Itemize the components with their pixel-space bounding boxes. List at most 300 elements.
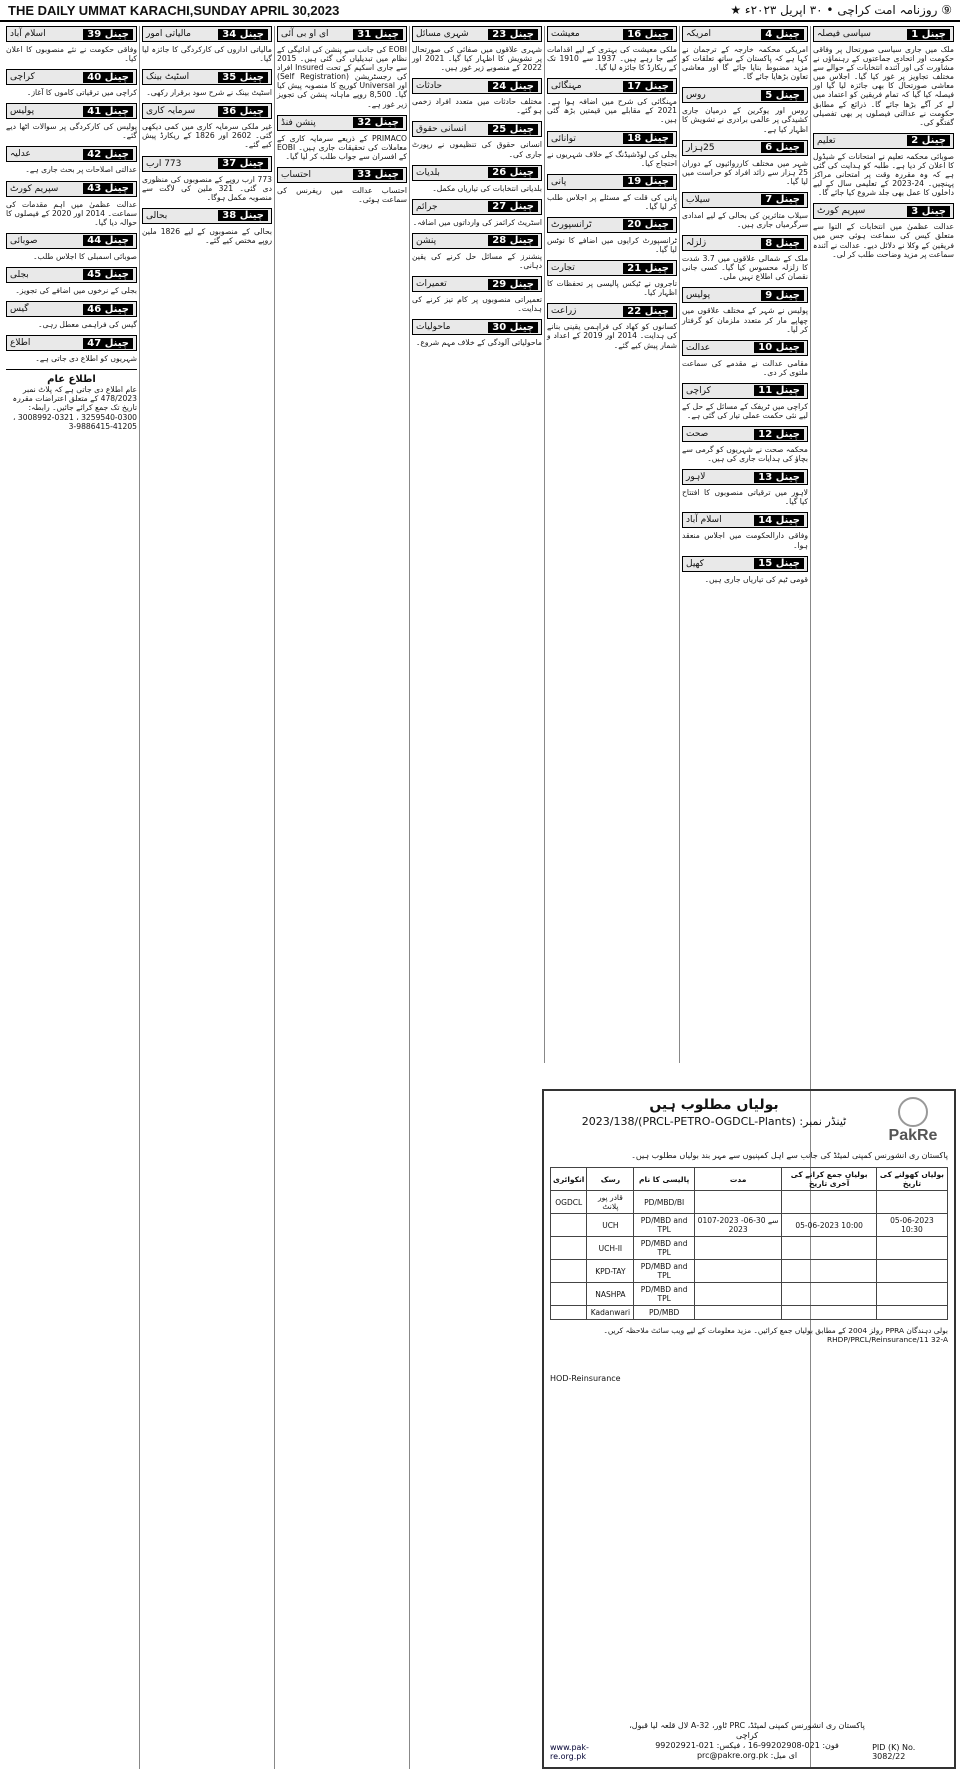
news-item-header: [682, 383, 808, 399]
news-item-number: چینل 32: [353, 117, 403, 128]
table-cell: [551, 1283, 587, 1306]
news-item-header: [6, 267, 137, 283]
news-item-number: چینل 2: [907, 135, 950, 146]
table-cell: Kadanwari: [587, 1306, 634, 1320]
news-item-body: وفاقی دارالحکومت میں اجلاس منعقد ہوا۔: [682, 531, 808, 550]
news-item-title: تجارت: [551, 263, 575, 274]
news-item-number: چینل 26: [488, 167, 538, 178]
table-row: [551, 1306, 948, 1320]
table-row: [551, 1191, 948, 1214]
news-item-number: چینل 13: [754, 472, 804, 483]
news-item: [813, 133, 954, 197]
table-cell: [694, 1191, 781, 1214]
news-item-number: چینل 41: [83, 106, 133, 117]
news-item-number: چینل 35: [218, 72, 268, 83]
table-cell: PD/MBD/BI: [634, 1191, 694, 1214]
news-item-number: چینل 21: [623, 263, 673, 274]
news-item-body: لاہور میں ترقیاتی منصوبوں کا افتتاح کیا گیا۔: [682, 488, 808, 507]
news-item-header: [682, 340, 808, 356]
news-item-header: [6, 103, 137, 119]
news-item-title: احتساب: [281, 169, 312, 180]
news-item-body: کراچی میں ترقیاتی کاموں کا آغاز۔: [26, 88, 137, 98]
news-item-header: [547, 174, 677, 190]
table-cell: PD/MBD and TPL: [634, 1283, 694, 1306]
masthead-english: THE DAILY UMMAT KARACHI,SUNDAY APRIL 30,2023: [8, 2, 340, 18]
table-cell: [876, 1260, 947, 1283]
table-row: [551, 1214, 948, 1237]
news-item-body: پانی کی قلت کے مسئلے پر اجلاس طلب کر لیا گیا۔: [547, 192, 677, 211]
news-item-header: [547, 131, 677, 147]
news-item-body: EOBI کی جانب سے پنشن کی ادائیگی کے نظام میں تبدیلیاں کی گئی ہیں۔ 2015 سے جاری اسکیم کے تحت Insured افراد کی رجسٹریشن (Self Registration) اور Universal کوریج کا منصوبہ پیش کیا گیا۔ 8,500 روپے ماہانہ پنشن کی تجویز زیر غور ہے۔: [277, 45, 407, 109]
news-item-title: امریکہ: [686, 29, 712, 39]
news-item: [277, 26, 407, 109]
news-item: [813, 203, 954, 258]
news-item-header: [412, 165, 542, 181]
news-item-header: [6, 146, 137, 162]
ad-website[interactable]: www.pak-re.org.pk: [550, 1743, 589, 1761]
news-item-body: امریکی محکمہ خارجہ کے ترجمان نے کہا ہے کہ پاکستان کے ساتھ تعلقات کو مزید مضبوط بنایا جائے گا اور معاشی تعاون بڑھایا جائے گا۔: [682, 45, 808, 82]
news-item-header: [412, 233, 542, 249]
ad-notes: بولی دہندگان PPRA رولز 2004 کے مطابق بولیاں جمع کرائیں۔ مزید معلومات کے لیے ویب سائٹ ملاحظہ کریں۔ RHDP/PRCL/Reinsurance/11 32-A: [603, 1326, 948, 1344]
news-item-title: اسٹیٹ بینک: [146, 72, 190, 83]
news-item: [412, 26, 542, 72]
news-item-title: معیشت: [551, 29, 580, 39]
news-item: [6, 103, 137, 140]
news-item: [6, 26, 137, 63]
table-cell: NASHPA: [587, 1283, 634, 1306]
news-item-header: [682, 26, 808, 42]
news-item: [6, 335, 137, 363]
news-column: [139, 26, 274, 1769]
news-item-header: [277, 26, 407, 42]
news-item-title: پولیس: [686, 290, 711, 301]
news-item-number: چینل 23: [488, 29, 538, 40]
tender-table: [550, 1167, 948, 1320]
table-cell: UCH: [587, 1214, 634, 1237]
table-cell: 0107-2023 سے 30-06-2023: [694, 1214, 781, 1237]
news-item: [682, 287, 808, 333]
news-item-title: سپریم کورٹ: [817, 206, 866, 217]
news-item-body: شہریوں کو اطلاع دی جاتی ہے۔: [35, 354, 137, 364]
ad-address: پاکستان ری انشورنس کمپنی لمیٹڈ، PRC ٹاور، 32-A لال قلعہ لیا قبول، کراچی فون: 021-99202908-16 ، فیکس: 021-99202921 ای میل: prc@pakre.org.pk: [629, 1721, 865, 1760]
news-item-header: [682, 287, 808, 303]
news-item: [277, 167, 407, 204]
news-item-body: عدالت عظمیٰ میں اہم مقدمات کی سماعت۔ 2014 اور 2020 کے فیصلوں کا حوالہ دیا گیا۔: [6, 199, 137, 227]
table-cell: PD/MBD and TPL: [634, 1214, 694, 1237]
news-item-title: پنشن فنڈ: [281, 117, 316, 128]
news-item-title: اسلام آباد: [10, 29, 46, 39]
news-item-number: چینل 8: [761, 238, 804, 249]
news-item-title: لاہور: [686, 472, 706, 483]
news-item-header: [142, 208, 272, 224]
news-item-number: چینل 12: [754, 429, 804, 440]
news-item-header: [277, 115, 407, 131]
masthead: [0, 0, 960, 22]
newspaper-page: [4, 26, 956, 1769]
news-item-number: چینل 20: [623, 219, 673, 230]
news-item: [682, 140, 808, 186]
news-item-number: چینل 30: [488, 322, 538, 333]
news-item-number: چینل 10: [754, 342, 804, 353]
table-cell: PD/MBD: [634, 1306, 694, 1320]
news-item-header: [682, 140, 808, 156]
table-cell: [876, 1191, 947, 1214]
table-row: [551, 1260, 948, 1283]
news-column: [409, 26, 544, 1769]
notice-title: اطلاع عام: [47, 374, 96, 386]
news-item-title: بجلی: [10, 269, 29, 280]
news-item: [547, 303, 677, 349]
news-item-body: عدالتی اصلاحات پر بحث جاری ہے۔: [25, 165, 137, 175]
table-cell: [694, 1283, 781, 1306]
table-cell: 05-06-2023 10:30: [876, 1214, 947, 1237]
news-item: [412, 78, 542, 115]
table-cell: [551, 1237, 587, 1260]
news-item: [682, 469, 808, 506]
news-item: [6, 267, 137, 295]
news-item-body: گیس کی فراہمی معطل رہی۔: [38, 320, 137, 330]
news-item-body: کراچی میں ٹریفک کے مسائل کے حل کے لیے نئی حکمت عملی تیار کی گئی ہے۔: [682, 401, 808, 420]
news-item-title: ماحولیات: [416, 322, 451, 333]
news-item-title: 773 ارب: [146, 158, 182, 169]
news-item-number: چینل 38: [218, 210, 268, 221]
news-item-body: روس اور یوکرین کے درمیان جاری کشیدگی پر عالمی برادری نے تشویش کا اظہار کیا ہے۔: [682, 106, 808, 134]
news-item-header: [682, 235, 808, 251]
news-item-number: چینل 15: [754, 558, 804, 569]
table-cell: قادر پور پلانٹ: [587, 1191, 634, 1214]
news-item-title: سیاسی فیصلہ: [817, 29, 871, 39]
news-item-title: اسلام آباد: [686, 515, 722, 526]
news-item: [412, 165, 542, 193]
news-item-header: [813, 26, 954, 42]
news-item-header: [142, 156, 272, 172]
news-item-title: عدالت: [686, 342, 711, 353]
table-cell: [694, 1237, 781, 1260]
news-item-header: [142, 103, 272, 119]
news-item-body: محکمہ صحت نے شہریوں کو گرمی سے بچاؤ کی ہدایات جاری کی ہیں۔: [682, 445, 808, 464]
table-cell: [782, 1306, 877, 1320]
news-item-title: پنشن: [416, 235, 437, 246]
news-item-title: ای او بی آئی: [281, 29, 329, 39]
news-item-number: چینل 14: [754, 515, 804, 526]
news-item-header: [682, 469, 808, 485]
news-item-number: چینل 36: [218, 106, 268, 117]
table-cell: [694, 1306, 781, 1320]
news-column: [274, 26, 409, 1769]
table-cell: [782, 1191, 877, 1214]
news-item-header: [412, 199, 542, 215]
news-item: [547, 217, 677, 254]
tender-advertisement: [542, 1089, 956, 1769]
news-item: [142, 69, 272, 97]
news-item-title: حادثات: [416, 81, 443, 92]
news-item-title: پولیس: [10, 106, 35, 117]
table-cell: [782, 1237, 877, 1260]
news-item-body: پولیس کی کارکردگی پر سوالات اٹھا دیے گئے۔: [6, 122, 137, 141]
news-item: [412, 199, 542, 227]
news-item-body: مقامی عدالت نے مقدمے کی سماعت ملتوی کر دی۔: [682, 358, 808, 377]
news-item-number: چینل 33: [353, 169, 403, 180]
news-item: [412, 276, 542, 313]
news-item: [277, 115, 407, 161]
news-item-header: [412, 276, 542, 292]
news-item-header: [142, 69, 272, 85]
news-item-title: سپریم کورٹ: [10, 183, 59, 194]
news-item-header: [682, 87, 808, 103]
news-item: [547, 26, 677, 72]
news-item: [682, 556, 808, 584]
news-item: [547, 260, 677, 297]
news-item: [412, 121, 542, 158]
news-item-header: [412, 121, 542, 137]
news-item-title: ٹرانسپورٹ: [551, 219, 592, 230]
news-item-body: ملک میں جاری سیاسی صورتحال پر وفاقی حکومت اور اتحادی جماعتوں کے رہنماؤں نے مشاورت کی اور آئندہ انتخابات کے حوالے سے مختلف تجاویز پر غور کیا گیا۔ اجلاس میں معاشی صورتحال کا بھی جائزہ لیا گیا اور فیصلہ کیا گیا کہ تمام فریقین کو اعتماد میں لے کر آگے بڑھا جائے گا۔ ذرائع کے مطابق حکومت نے عدالتی فیصلوں پر بھی تفصیلی گفتگو کی۔: [813, 45, 954, 127]
news-item-number: چینل 31: [353, 29, 403, 40]
masthead-urdu: ⑨ روزنامہ امت کراچی • ۳۰ اپریل ۲۰۲۳ء ★: [730, 3, 952, 17]
news-item-number: چینل 5: [761, 90, 804, 101]
news-item-title: بحالی: [146, 210, 168, 221]
news-item-body: پولیس نے شہر کے مختلف علاقوں میں چھاپے مار کر متعدد ملزمان کو گرفتار کر لیا۔: [682, 306, 808, 334]
news-item-number: چینل 11: [754, 385, 804, 396]
ad-pid: PID (K) No. 3082/22: [872, 1743, 916, 1761]
news-item: [813, 26, 954, 127]
news-item-title: مہنگائی: [551, 81, 582, 92]
news-item-body: ملک کے شمالی علاقوں میں 3.7 شدت کا زلزلہ محسوس کیا گیا۔ کسی جانی نقصان کی اطلاع نہیں ملی۔: [682, 254, 808, 282]
news-item-number: چینل 45: [83, 269, 133, 280]
news-item-number: چینل 27: [488, 201, 538, 212]
news-column: [544, 26, 679, 1063]
news-item-title: زلزلہ: [686, 238, 707, 249]
table-cell: [782, 1283, 877, 1306]
news-item-number: چینل 40: [83, 72, 133, 83]
table-row: [551, 1237, 948, 1260]
news-item: [547, 78, 677, 124]
news-item-header: [682, 512, 808, 528]
notice-body: عام اطلاع دی جاتی ہے کہ پلاٹ نمبر 478/2023 کے متعلق اعتراضات مقررہ تاریخ تک جمع کرائے جائیں۔ رابطہ: 0300-3259540 ، 0321-3008992 ، 41205-9886415-3: [12, 385, 137, 431]
news-item-body: اسٹریٹ کرائمز کی وارداتوں میں اضافہ۔: [412, 217, 542, 227]
news-item-title: صحت: [686, 429, 709, 440]
news-item-body: شہری علاقوں میں صفائی کی صورتحال پر تشویش کا اظہار کیا گیا۔ 2021 اور 2022 کے منصوبے زیر غور ہیں۔: [412, 45, 543, 73]
news-item-header: [547, 26, 677, 42]
table-header-cell: بولیاں کھولنے کی تاریخ: [876, 1168, 947, 1191]
news-item: [142, 103, 272, 149]
table-header-cell: انکوائری: [551, 1168, 587, 1191]
news-item-header: [6, 181, 137, 197]
news-item-header: [547, 217, 677, 233]
news-item-title: پانی: [551, 176, 567, 187]
logo-mark-icon: [898, 1097, 928, 1127]
table-header-cell: پالیسی کا نام: [634, 1168, 694, 1191]
news-item-title: انسانی حقوق: [416, 124, 467, 135]
news-item-body: 773 ارب روپے کے منصوبوں کی منظوری دی گئی۔ 321 ملین کی لاگت سے منصوبہ مکمل ہوگا۔: [142, 174, 272, 202]
news-item-header: [6, 335, 137, 351]
news-item-title: کراچی: [10, 72, 35, 83]
news-item-title: سیلاب: [686, 194, 711, 205]
public-notice: [6, 369, 137, 430]
table-row: [551, 1283, 948, 1306]
news-item-title: توانائی: [551, 133, 576, 144]
table-header-cell: رسک: [587, 1168, 634, 1191]
news-item-body: صوبائی اسمبلی کا اجلاس طلب۔: [33, 251, 137, 261]
news-item-title: مالیاتی امور: [146, 29, 191, 39]
news-item-title: تعمیرات: [416, 279, 447, 290]
news-item-body: ماحولیاتی آلودگی کے خلاف مہم شروع۔: [415, 338, 542, 348]
news-item-title: تعلیم: [817, 135, 836, 146]
news-item-title: بلدیات: [416, 167, 440, 178]
news-item-title: جرائم: [416, 201, 438, 212]
ad-intro: پاکستان ری انشورنس کمپنی لمیٹڈ کی جانب سے اہل کمپنیوں سے مہر بند بولیاں مطلوب ہیں۔: [631, 1151, 948, 1160]
news-item-body: ملکی معیشت کی بہتری کے لیے اقدامات کیے جا رہے ہیں۔ 1937 سے 1910 تک کے ریکارڈ کا جائزہ لیا گیا۔: [547, 45, 678, 73]
news-item-number: چینل 7: [761, 194, 804, 205]
news-item-title: کھیل: [686, 558, 704, 569]
news-item-number: چینل 34: [218, 29, 268, 40]
news-item-number: چینل 29: [488, 279, 538, 290]
news-item-body: تاجروں نے ٹیکس پالیسی پر تحفظات کا اظہار کیا۔: [547, 279, 677, 298]
news-item: [142, 26, 272, 63]
news-item-body: بجلی کی لوڈشیڈنگ کے خلاف شہریوں نے احتجاج کیا۔: [547, 149, 677, 168]
news-item: [682, 426, 808, 463]
news-item-header: [6, 26, 137, 42]
news-item-body: ٹرانسپورٹ کرایوں میں اضافے کا نوٹس لیا گیا۔: [547, 235, 677, 255]
news-item-header: [547, 303, 677, 319]
news-item-number: چینل 19: [623, 176, 673, 187]
news-item-header: [142, 26, 272, 42]
news-item-body: اسٹیٹ بینک نے شرح سود برقرار رکھی۔: [146, 88, 272, 98]
pakre-logo: [878, 1097, 948, 1145]
news-item-number: چینل 3: [907, 206, 950, 217]
news-item-title: کراچی: [686, 385, 711, 396]
news-item-header: [412, 319, 542, 335]
news-item-number: چینل 22: [623, 306, 673, 317]
table-header-cell: بولیاں جمع کرانے کی آخری تاریخ: [782, 1168, 877, 1191]
news-item-title: زراعت: [551, 306, 577, 317]
news-item-body: وفاقی حکومت نے نئے منصوبوں کا اعلان کیا۔: [6, 45, 137, 64]
table-cell: [551, 1306, 587, 1320]
news-item-title: 25ہزار: [686, 142, 715, 153]
news-item: [6, 146, 137, 174]
news-item-body: کسانوں کو کھاد کی فراہمی یقینی بنانے کی ہدایت۔ 2014 اور 2019 کے اعداد و شمار پیش کیے گئے۔: [547, 322, 677, 350]
news-item-number: چینل 37: [218, 158, 268, 169]
table-cell: PD/MBD and TPL: [634, 1237, 694, 1260]
news-item: [682, 512, 808, 549]
table-cell: [876, 1306, 947, 1320]
news-item-number: چینل 42: [83, 149, 133, 160]
news-item-number: چینل 17: [623, 81, 673, 92]
news-item-body: احتساب عدالت میں ریفرنس کی سماعت ہوئی۔: [277, 185, 407, 205]
table-cell: [782, 1260, 877, 1283]
news-item-body: شہر میں مختلف کارروائیوں کے دوران 25 ہزار سے زائد افراد کو حراست میں لیا گیا۔: [682, 158, 808, 186]
news-item: [6, 69, 137, 97]
ad-signature: HOD-Reinsurance: [550, 1374, 621, 1383]
news-item-number: چینل 46: [83, 304, 133, 315]
news-item-number: چینل 44: [83, 235, 133, 246]
ad-title: بولیاں مطلوب ہیں: [649, 1097, 779, 1113]
news-item-number: چینل 18: [623, 133, 673, 144]
table-cell: [694, 1260, 781, 1283]
news-item: [682, 26, 808, 81]
news-item-header: [813, 203, 954, 219]
news-item-number: چینل 47: [83, 338, 133, 349]
table-cell: 05-06-2023 10:00: [782, 1214, 877, 1237]
news-item-number: چینل 16: [623, 29, 673, 40]
news-item-header: [6, 301, 137, 317]
news-item-body: بحالی کے منصوبوں کے لیے 1826 ملین روپے مختص کیے گئے۔: [142, 226, 272, 245]
news-item: [6, 181, 137, 227]
news-item-number: چینل 24: [488, 81, 538, 92]
table-cell: [876, 1283, 947, 1306]
news-item-title: سرمایہ کاری: [146, 106, 196, 117]
news-item-title: گیس: [10, 304, 29, 315]
news-column: [679, 26, 810, 1063]
ad-tender-number: ٹینڈر نمبر: (PRCL-PETRO-OGDCL-Plants)/2023/138: [581, 1115, 847, 1128]
news-item-header: [682, 556, 808, 572]
news-column: [4, 26, 139, 1769]
news-item-title: صوبائی: [10, 235, 38, 246]
table-cell: OGDCL: [551, 1191, 587, 1214]
table-cell: PD/MBD and TPL: [634, 1260, 694, 1283]
news-item-body: قومی ٹیم کی تیاریاں جاری ہیں۔: [704, 574, 808, 584]
news-item-body: عدالت عظمیٰ میں انتخابات کے التوا سے متعلق کیس کی سماعت ہوئی جس میں فریقین کے وکلا نے دلائل دیے۔ عدالت نے آئندہ سماعت پر مزید وضاحت طلب کر لی۔: [813, 222, 954, 259]
news-item-title: روس: [686, 90, 706, 101]
news-item-number: چینل 25: [488, 124, 538, 135]
table-cell: [551, 1214, 587, 1237]
news-item-header: [547, 78, 677, 94]
news-item-header: [6, 69, 137, 85]
news-item-body: پنشنرز کے مسائل حل کرنے کی یقین دہانی۔: [412, 251, 542, 270]
news-item-body: بجلی کے نرخوں میں اضافے کی تجویز۔: [15, 285, 137, 295]
news-item-header: [813, 133, 954, 149]
table-cell: UCH-II: [587, 1237, 634, 1260]
news-item-header: [412, 78, 542, 94]
news-item-number: چینل 39: [83, 29, 133, 40]
table-header-cell: مدت: [694, 1168, 781, 1191]
news-item-body: مختلف حادثات میں متعدد افراد زخمی ہو گئے۔: [412, 97, 542, 116]
news-item-body: بلدیاتی انتخابات کی تیاریاں مکمل۔: [432, 183, 542, 193]
news-item-header: [682, 426, 808, 442]
news-item: [682, 340, 808, 377]
news-item: [412, 319, 542, 347]
news-item-body: تعمیراتی منصوبوں پر کام تیز کرنے کی ہدایت۔: [412, 295, 542, 314]
news-item-title: عدلیہ: [10, 149, 31, 160]
news-item-number: چینل 28: [488, 235, 538, 246]
news-item-body: سیلاب متاثرین کی بحالی کے لیے امدادی سرگرمیاں جاری ہیں۔: [682, 210, 808, 230]
news-item: [142, 208, 272, 245]
news-item: [6, 233, 137, 261]
news-item-body: مہنگائی کی شرح میں اضافہ ہوا ہے۔ 2021 کے مقابلے میں قیمتیں بڑھ گئی ہیں۔: [547, 97, 677, 125]
news-item: [6, 301, 137, 329]
table-cell: [876, 1237, 947, 1260]
news-item: [142, 156, 272, 202]
news-item-number: چینل 4: [761, 29, 804, 40]
news-item-number: چینل 6: [761, 142, 804, 153]
news-item-title: شہری مسائل: [416, 29, 469, 39]
logo-word: PakRe: [888, 1127, 938, 1144]
news-item-header: [682, 192, 808, 208]
news-item-body: PRIMACO کے ذریعے سرمایہ کاری کے معاملات کی تحقیقات جاری ہیں۔ EOBI کے افسران سے جواب طلب کر لیا گیا۔: [277, 133, 407, 161]
news-item: [682, 87, 808, 133]
news-item-header: [277, 167, 407, 183]
news-item-body: صوبائی محکمہ تعلیم نے امتحانات کے شیڈول کا اعلان کر دیا ہے۔ طلبہ کو ہدایت کی گئی ہے کہ وہ مقررہ وقت پر امتحانی مراکز پہنچیں۔ 24-2023 کے تعلیمی سال کے لیے داخلوں کا عمل بھی جلد شروع کیا جائے گا۔: [813, 151, 954, 198]
news-item: [682, 383, 808, 420]
table-cell: KPD-TAY: [587, 1260, 634, 1283]
news-item: [682, 192, 808, 229]
news-item: [412, 233, 542, 270]
news-item-number: چینل 1: [907, 29, 950, 40]
news-item-number: چینل 43: [83, 183, 133, 194]
news-item: [547, 131, 677, 168]
news-item-header: [412, 26, 542, 42]
news-item-title: اطلاع: [10, 338, 31, 349]
